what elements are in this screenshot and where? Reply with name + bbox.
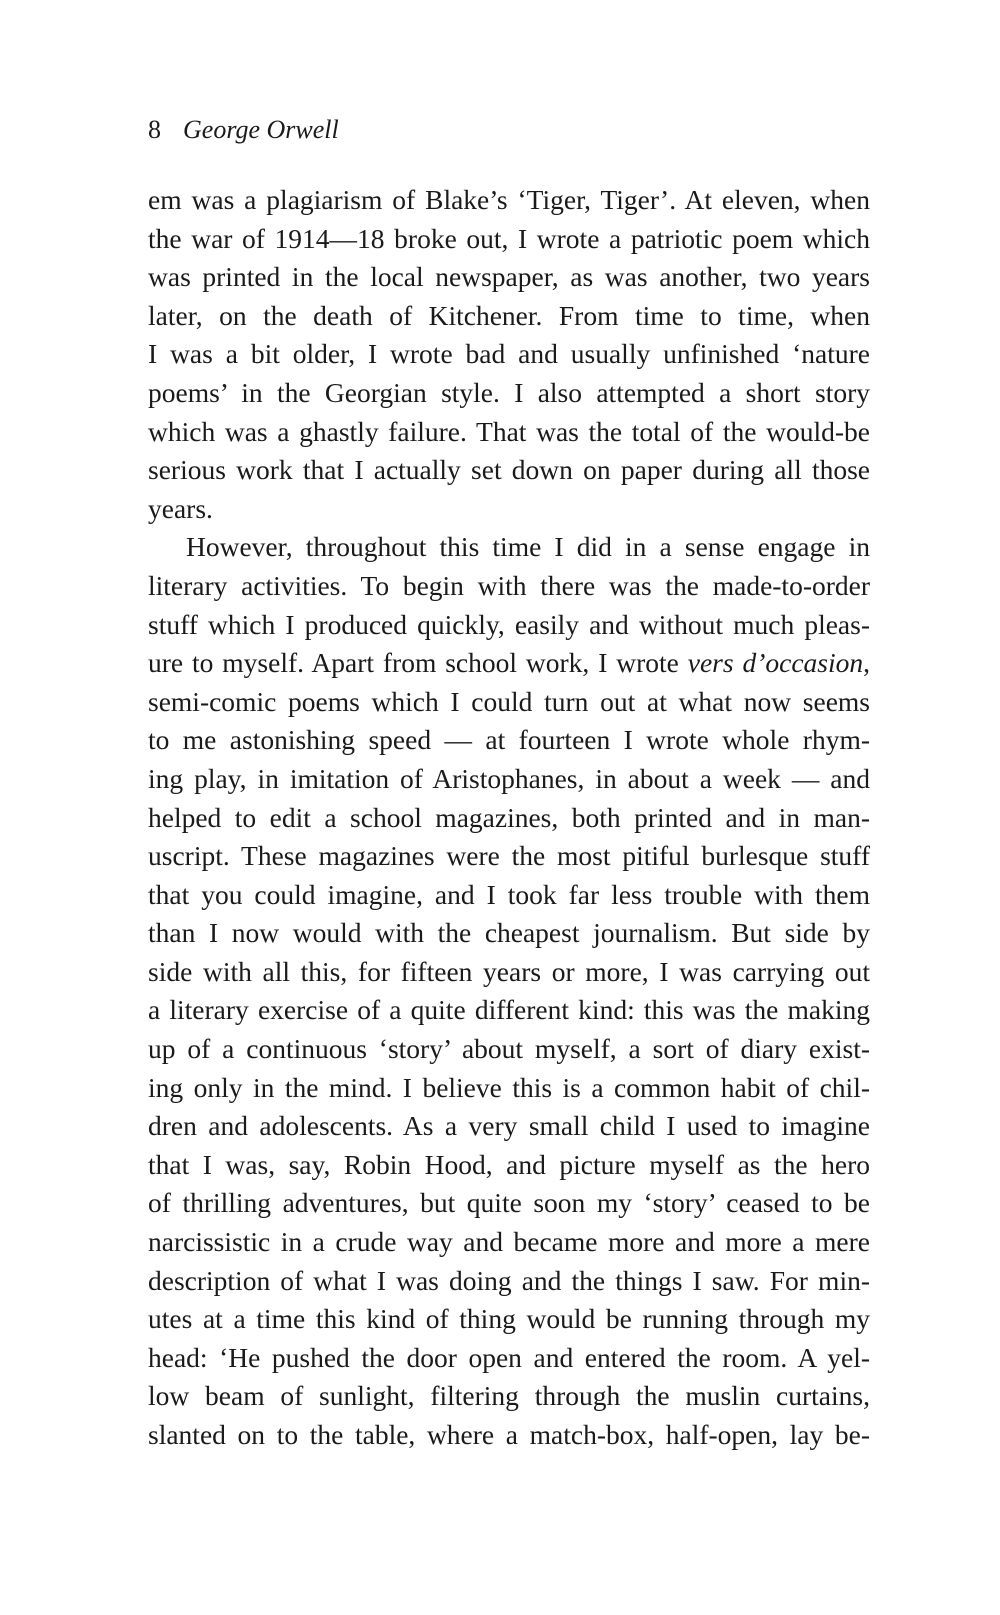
text-line: up of a continuous ‘story’ about myself, a sort of diary exist- bbox=[148, 1033, 870, 1065]
running-head bbox=[148, 112, 339, 148]
text-line: slanted on to the table, where a match-box, half-open, lay be- bbox=[148, 1419, 870, 1450]
text-line: narcissistic in a crude way and became more and more a mere bbox=[148, 1226, 870, 1258]
italic-phrase: vers d’occasion bbox=[687, 647, 864, 679]
text-line: side with all this, for fifteen years or more, I was carrying out bbox=[148, 955, 870, 987]
text-line: semi-comic poems which I could turn out at what now seems bbox=[148, 685, 870, 717]
text-line: low beam of sunlight, filtering through the muslin curtains, bbox=[148, 1380, 870, 1412]
text-line: literary activities. To begin with there was the made-to-order bbox=[148, 569, 870, 601]
paragraph-first-line: However, throughout this time I did in a sense engage in bbox=[186, 531, 870, 563]
text-line: em was a plagiarism of Blake’s ‘Tiger, Tiger’. At eleven, when bbox=[148, 184, 870, 215]
text-line: ing play, in imitation of Aristophanes, in about a week — and bbox=[148, 762, 870, 794]
text-line: later, on the death of Kitchener. From time to time, when bbox=[148, 299, 870, 331]
text-line: description of what I was doing and the things I saw. For min- bbox=[148, 1264, 870, 1296]
text-line: that you could imagine, and I took far less trouble with them bbox=[148, 878, 870, 910]
text-line: uscript. These magazines were the most pitiful burlesque stuff bbox=[148, 840, 870, 872]
page-number: 8 bbox=[148, 115, 161, 144]
line-segment: ure to myself. Apart from school work, I wrote bbox=[148, 647, 688, 679]
text-line: dren and adolescents. As a very small child I used to imagine bbox=[148, 1110, 870, 1142]
text-line: was printed in the local newspaper, as was another, two years bbox=[148, 261, 870, 293]
text-line: head: ‘He pushed the door open and entered the room. A yel- bbox=[148, 1341, 870, 1373]
text-line: which was a ghastly failure. That was the total of the would-be bbox=[148, 415, 870, 447]
line-segment: , bbox=[863, 647, 870, 679]
text-line: helped to edit a school magazines, both printed and in man- bbox=[148, 801, 870, 833]
text-line: the war of 1914—18 broke out, I wrote a patriotic poem which bbox=[148, 222, 870, 254]
text-line: utes at a time this kind of thing would be running through my bbox=[148, 1303, 870, 1335]
text-line: to me astonishing speed — at fourteen I wrote whole rhym- bbox=[148, 724, 870, 756]
text-line: of thrilling adventures, but quite soon my ‘story’ ceased to be bbox=[148, 1187, 870, 1219]
body-text bbox=[148, 181, 870, 1455]
paragraph-end-line: years. bbox=[148, 492, 213, 524]
text-line: stuff which I produced quickly, easily and without much pleas- bbox=[148, 608, 870, 640]
text-line: that I was, say, Robin Hood, and picture myself as the hero bbox=[148, 1148, 870, 1180]
text-line: ing only in the mind. I believe this is a common habit of chil- bbox=[148, 1071, 870, 1103]
text-line: I was a bit older, I wrote bad and usually unfinished ‘nature bbox=[148, 338, 870, 370]
text-line-with-italic bbox=[148, 644, 870, 683]
text-line: a literary exercise of a quite different kind: this was the making bbox=[148, 994, 870, 1026]
text-line: poems’ in the Georgian style. I also attempted a short story bbox=[148, 376, 870, 408]
text-line: than I now would with the cheapest journalism. But side by bbox=[148, 917, 870, 949]
text-line: serious work that I actually set down on paper during all those bbox=[148, 454, 870, 486]
running-head-author: George Orwell bbox=[183, 115, 339, 144]
